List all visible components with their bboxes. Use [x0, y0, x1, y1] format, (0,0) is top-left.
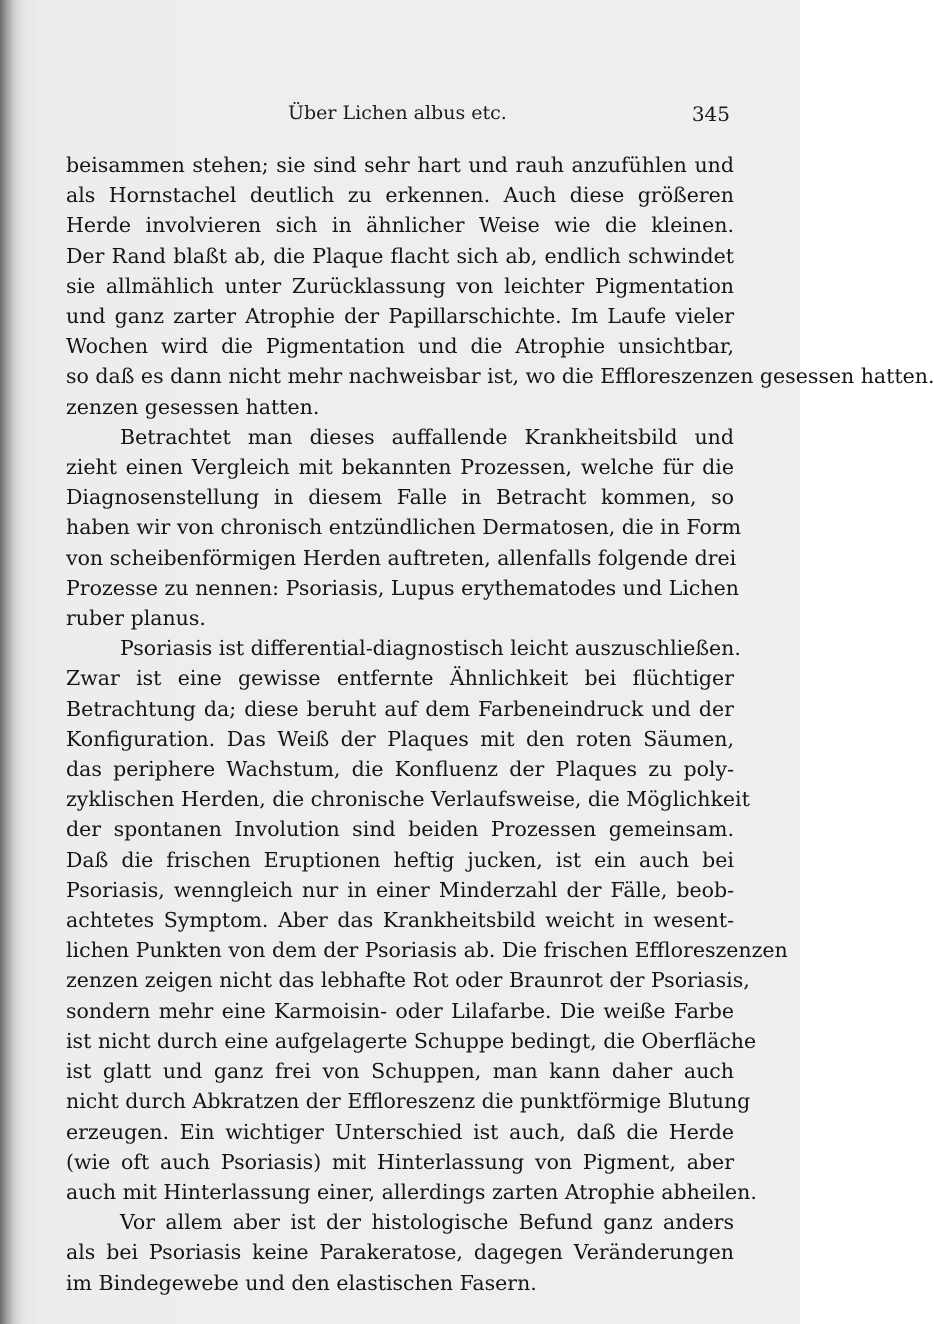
paragraph	[66, 422, 742, 633]
text-line: im Bindegewebe und den elastischen Fasern.	[66, 1270, 537, 1295]
text-line: zieht einen Vergleich mit bekannten Prozessen, welche für die	[66, 455, 734, 480]
text-line: Betrachtet man dieses auffallende Krankheitsbild und	[120, 424, 734, 449]
page-number: 345	[691, 102, 730, 126]
text-line: das periphere Wachstum, die Konfluenz der Plaques zu poly-	[66, 757, 734, 782]
text-line: zenzen zeigen nicht das lebhafte Rot oder Braunrot der Psoriasis,	[66, 968, 750, 993]
text-line: von scheibenförmigen Herden auftreten, allenfalls folgende drei	[66, 545, 737, 570]
page-header	[66, 98, 730, 130]
text-line: (wie oft auch Psoriasis) mit Hinterlassung von Pigment, aber	[66, 1149, 734, 1174]
body-text	[66, 150, 934, 1298]
text-line: Prozesse zu nennen: Psoriasis, Lupus erythematodes und Lichen	[66, 575, 739, 600]
text-line: zenzen gesessen hatten.	[66, 394, 320, 419]
text-line: achtetes Symptom. Aber das Krankheitsbild weicht in wesent-	[66, 908, 734, 933]
text-line: beisammen stehen; sie sind sehr hart und rauh anzufühlen und	[66, 153, 734, 177]
text-line: nicht durch Abkratzen der Effloreszenz die punktförmige Blutung	[66, 1089, 751, 1114]
paragraph	[66, 150, 934, 422]
text-line: sie allmählich unter Zurücklassung von leichter Pigmentation	[66, 273, 734, 298]
text-line: Psoriasis, wenngleich nur in einer Minderzahl der Fälle, beob-	[66, 877, 734, 902]
text-line: Herde involvieren sich in ähnlicher Weise wie die kleinen.	[66, 213, 734, 238]
text-line: ruber planus.	[66, 606, 206, 631]
running-title: Über Lichen albus etc.	[288, 102, 507, 124]
text-line: Psoriasis ist differential-diagnostisch leicht auszuschließen.	[120, 636, 741, 661]
text-line: Daß die frischen Eruptionen heftig jucken, ist ein auch bei	[66, 847, 734, 872]
text-line: Zwar ist eine gewisse entfernte Ähnlichkeit bei flüchtiger	[66, 666, 734, 691]
text-line: als Hornstachel deutlich zu erkennen. Auch diese größeren	[66, 183, 734, 208]
text-line: Der Rand blaßt ab, die Plaque flacht sich ab, endlich schwindet	[66, 243, 734, 268]
text-line: ist nicht durch eine aufgelagerte Schuppe bedingt, die Oberfläche	[66, 1028, 757, 1053]
text-line: Wochen wird die Pigmentation und die Atrophie unsichtbar,	[66, 334, 734, 359]
text-line: haben wir von chronisch entzündlichen Dermatosen, die in Form	[66, 515, 742, 540]
text-line: auch mit Hinterlassung einer, allerdings zarten Atrophie abheilen.	[66, 1179, 757, 1204]
text-line: erzeugen. Ein wichtiger Unterschied ist auch, daß die Herde	[66, 1119, 734, 1144]
paragraph	[66, 1207, 734, 1298]
text-line: als bei Psoriasis keine Parakeratose, dagegen Veränderungen	[66, 1240, 734, 1265]
text-line: und ganz zarter Atrophie der Papillarschichte. Im Laufe vieler	[66, 304, 734, 329]
text-line: Konfiguration. Das Weiß der Plaques mit den roten Säumen,	[66, 726, 734, 751]
text-line: Betrachtung da; diese beruht auf dem Farbeneindruck und der	[66, 696, 734, 721]
text-line: lichen Punkten von dem der Psoriasis ab. Die frischen Effloreszenzen	[66, 938, 788, 963]
text-line: Diagnosenstellung in diesem Falle in Betracht kommen, so	[66, 485, 734, 510]
text-line: Vor allem aber ist der histologische Befund ganz anders	[120, 1210, 734, 1235]
paragraph	[66, 633, 788, 1207]
text-line: ist glatt und ganz frei von Schuppen, man kann daher auch	[66, 1059, 734, 1084]
text-line: zyklischen Herden, die chronische Verlaufsweise, die Möglichkeit	[66, 787, 750, 812]
text-line: der spontanen Involution sind beiden Prozessen gemeinsam.	[66, 817, 734, 842]
text-line: sondern mehr eine Karmoisin- oder Lilafarbe. Die weiße Farbe	[66, 998, 734, 1023]
text-line: so daß es dann nicht mehr nachweisbar ist, wo die Effloreszenzen gesessen hatten.	[66, 364, 934, 389]
